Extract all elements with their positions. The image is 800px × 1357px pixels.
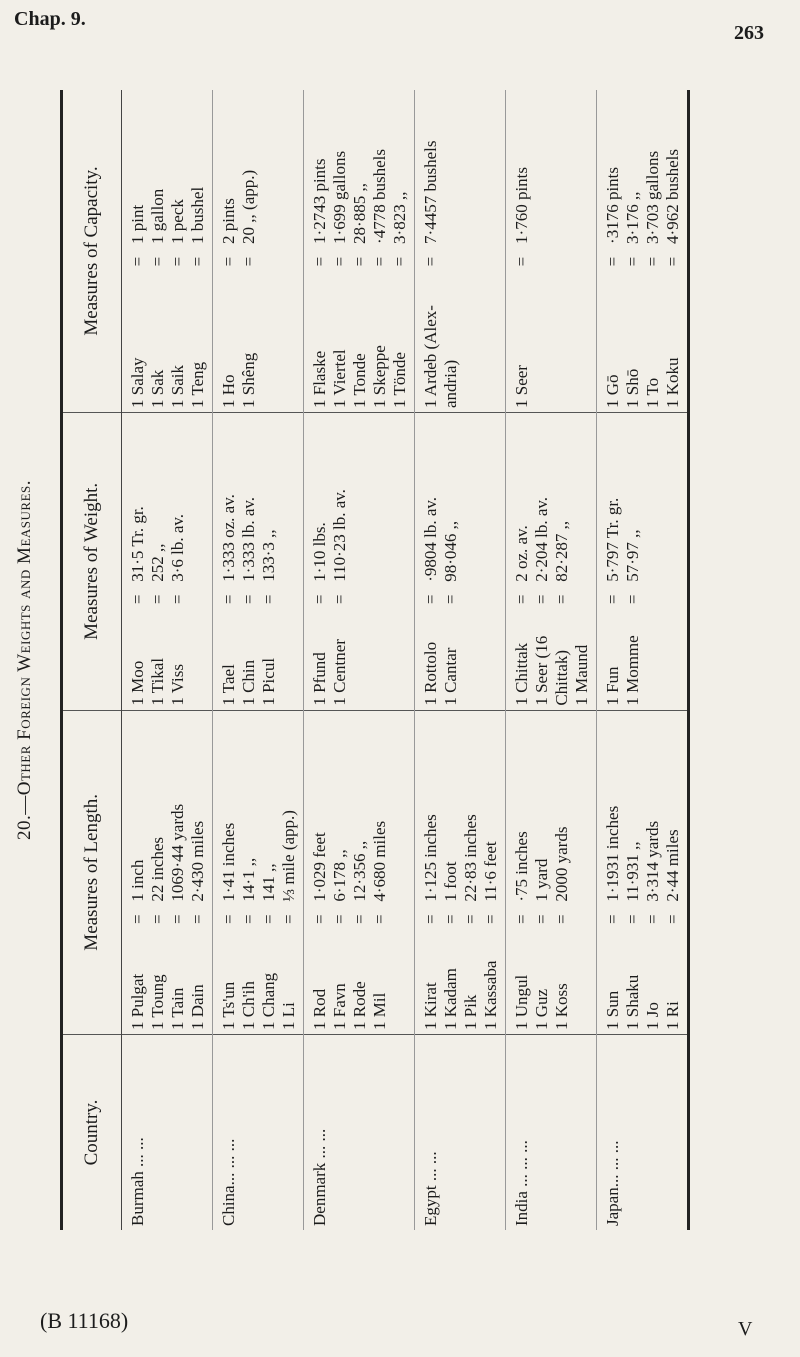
length-equals — [415, 906, 506, 933]
capacity-unit-names — [213, 275, 304, 412]
weight-unit-name: 1 Tael — [219, 664, 238, 706]
length-unit-name: 1 Ch'ih — [239, 981, 258, 1031]
capacity-unit-name: 1 Salay — [128, 357, 147, 408]
equals-sign: = — [330, 914, 349, 924]
length-unit-names — [415, 933, 506, 1035]
weight-unit-value: 98·046 ,, — [441, 520, 460, 582]
corner-mark: V — [738, 1318, 753, 1340]
length-unit-values — [415, 710, 506, 905]
country-cell: India ... ... ... — [506, 1035, 597, 1230]
equals-sign: = — [239, 914, 258, 924]
equals-sign: = — [461, 914, 480, 924]
length-unit-name: 1 Toung — [148, 974, 167, 1031]
length-unit-value: 11·931 ,, — [623, 841, 642, 902]
capacity-unit-values — [506, 90, 597, 248]
weight-unit-value: 82·287 ,, — [552, 520, 571, 582]
capacity-unit-name: 1 Shō — [623, 368, 642, 408]
weight-unit-names — [415, 613, 506, 710]
length-equals — [122, 906, 213, 933]
capacity-unit-names — [304, 275, 415, 412]
weight-unit-value: 133·3 ,, — [259, 529, 278, 582]
equals-sign: = — [310, 914, 329, 924]
length-unit-name: 1 Jo — [643, 1002, 662, 1031]
length-unit-name: 1 Ts'un — [219, 981, 238, 1031]
equals-sign: = — [421, 914, 440, 924]
weight-equals — [122, 586, 213, 613]
weight-unit-name: 1 Rottolo — [421, 641, 440, 706]
equals-sign: = — [421, 594, 440, 605]
length-unit-name: 1 Chang — [259, 972, 278, 1031]
equals-sign: = — [552, 914, 571, 924]
equals-sign: = — [188, 914, 207, 924]
weight-unit-value: 5·797 Tr. gr. — [603, 497, 622, 582]
weight-unit-name: 1 Seer (16 — [532, 635, 551, 706]
capacity-unit-value: 28·885 ,, — [350, 183, 369, 244]
capacity-equals — [415, 248, 506, 275]
capacity-unit-name: 1 Tönde — [390, 352, 409, 408]
equals-sign: = — [168, 594, 187, 605]
equals-sign: = — [441, 914, 460, 924]
length-unit-value: 22·83 inches — [461, 814, 480, 902]
weight-equals — [506, 586, 597, 613]
capacity-unit-name: 1 Ardeb (Alex- — [421, 305, 440, 408]
equals-sign: = — [643, 914, 662, 924]
weight-unit-value: 3·6 lb. av. — [168, 513, 187, 582]
weight-unit-name: 1 Picul — [259, 657, 278, 706]
capacity-equals — [122, 248, 213, 275]
capacity-unit-values — [304, 90, 415, 248]
capacity-unit-name: 1 Gō — [603, 374, 622, 408]
weight-unit-values — [304, 413, 415, 586]
capacity-unit-value: ·3176 pints — [603, 166, 622, 244]
weight-unit-value: 2·204 lb. av. — [532, 496, 551, 582]
capacity-unit-name: 1 Flaske — [310, 350, 329, 408]
length-unit-value: ⅓ mile (app.) — [279, 810, 298, 902]
length-unit-name: 1 Favn — [330, 983, 349, 1031]
length-unit-name: 1 Rode — [350, 981, 369, 1031]
capacity-unit-names — [506, 275, 597, 412]
capacity-unit-name: 1 Koku — [663, 357, 682, 408]
capacity-unit-value: ·4778 bushels — [370, 149, 389, 244]
length-unit-value: 1069·44 yards — [168, 803, 187, 902]
length-equals — [213, 906, 304, 933]
capacity-unit-name: 1 Skeppe — [370, 345, 389, 408]
capacity-equals — [304, 248, 415, 275]
length-unit-value: 22 inches — [148, 836, 167, 902]
equals-sign: = — [168, 914, 187, 924]
length-unit-value: ·75 inches — [512, 831, 531, 902]
weight-unit-values — [122, 413, 213, 586]
weight-unit-value: 2 oz. av. — [512, 525, 531, 582]
capacity-unit-value: 3·176 ,, — [623, 191, 642, 244]
country-cell: Japan... ... ... — [597, 1035, 689, 1230]
length-unit-values — [213, 710, 304, 905]
footnote-reference: (B 11168) — [40, 1308, 129, 1333]
table-row — [304, 90, 415, 1230]
equals-sign: = — [441, 594, 460, 605]
equals-sign: = — [350, 914, 369, 924]
capacity-unit-name: andria) — [441, 359, 460, 408]
length-unit-name: 1 Pik — [461, 994, 480, 1031]
length-unit-name: 1 Sun — [603, 990, 622, 1031]
capacity-unit-name: 1 Seer — [512, 365, 531, 408]
equals-sign: = — [552, 594, 571, 605]
weight-unit-name: 1 Fun — [603, 666, 622, 706]
capacity-unit-value: 1·2743 pints — [310, 158, 329, 244]
equals-sign: = — [603, 594, 622, 605]
length-unit-value: 1 foot — [441, 861, 460, 902]
length-unit-name: 1 Dain — [188, 984, 207, 1031]
capacity-unit-value: 4·962 bushels — [663, 149, 682, 244]
equals-sign: = — [663, 914, 682, 924]
length-unit-value: 3·314 yards — [643, 820, 662, 902]
equals-sign: = — [310, 594, 329, 605]
capacity-unit-name: 1 Saik — [168, 365, 187, 408]
equals-sign: = — [623, 256, 642, 267]
length-unit-values — [304, 710, 415, 905]
length-unit-name: 1 Kassaba — [481, 960, 500, 1031]
capacity-unit-value: 2 pints — [219, 198, 238, 244]
equals-sign: = — [481, 914, 500, 924]
length-unit-value: 1·1931 inches — [603, 805, 622, 902]
weight-unit-name: 1 Chin — [239, 659, 258, 706]
length-unit-name: 1 Ri — [663, 1001, 682, 1031]
equals-sign: = — [643, 256, 662, 267]
length-unit-value: 2·430 miles — [188, 820, 207, 902]
length-unit-value: 1 yard — [532, 858, 551, 902]
weight-unit-name: 1 Chittak — [512, 642, 531, 706]
weight-unit-name: 1 Centner — [330, 639, 349, 706]
length-equals — [506, 906, 597, 933]
weight-unit-value: ·9804 lb. av. — [421, 496, 440, 582]
equals-sign: = — [663, 256, 682, 267]
length-unit-name: 1 Mil — [370, 992, 389, 1031]
equals-sign: = — [219, 914, 238, 924]
equals-sign: = — [623, 594, 642, 605]
capacity-unit-name: 1 Sak — [148, 369, 167, 408]
weight-unit-name: 1 Viss — [168, 664, 187, 706]
weight-unit-value: 57·97 ,, — [623, 529, 642, 582]
equals-sign: = — [512, 256, 531, 267]
length-unit-name: 1 Tain — [168, 987, 187, 1031]
table-row — [415, 90, 506, 1230]
table-title: 20.—Other Foreign Weights and Measures. — [14, 480, 35, 840]
weight-unit-value: 252 ,, — [148, 543, 167, 582]
capacity-equals — [597, 248, 689, 275]
equals-sign: = — [128, 256, 147, 267]
capacity-unit-name: 1 Ho — [219, 374, 238, 408]
length-unit-values — [122, 710, 213, 905]
equals-sign: = — [350, 256, 369, 267]
country-cell: Denmark ... ... — [304, 1035, 415, 1230]
equals-sign: = — [512, 914, 531, 924]
table-row — [213, 90, 304, 1230]
equals-sign: = — [148, 594, 167, 605]
length-unit-value: 1·41 inches — [219, 822, 238, 902]
capacity-unit-value: 1·699 gallons — [330, 150, 349, 244]
rotated-table-stage — [14, 90, 740, 1230]
length-unit-values — [506, 710, 597, 905]
weight-unit-value: 31·5 Tr. gr. — [128, 506, 147, 582]
length-unit-value: 1 inch — [128, 859, 147, 902]
weight-unit-name: 1 Tikal — [148, 657, 167, 706]
equals-sign: = — [310, 256, 329, 267]
equals-sign: = — [532, 914, 551, 924]
capacity-unit-value: 3·823 ,, — [390, 191, 409, 244]
table-body — [122, 90, 689, 1230]
weight-unit-value: 110·23 lb. av. — [330, 489, 349, 582]
capacity-unit-value: 1 gallon — [148, 188, 167, 244]
weight-unit-names — [213, 613, 304, 710]
length-equals — [597, 906, 689, 933]
capacity-unit-names — [415, 275, 506, 412]
equals-sign: = — [219, 256, 238, 267]
weight-unit-name: 1 Pfund — [310, 652, 329, 706]
equals-sign: = — [390, 256, 409, 267]
table-row — [597, 90, 689, 1230]
capacity-unit-names — [597, 275, 689, 412]
equals-sign: = — [128, 914, 147, 924]
capacity-unit-name: 1 Teng — [188, 361, 207, 408]
equals-sign: = — [370, 914, 389, 924]
weight-unit-name: 1 Moo — [128, 660, 147, 706]
length-unit-value: 4·680 miles — [370, 820, 389, 902]
capacity-unit-value: 7·4457 bushels — [421, 140, 440, 244]
weight-unit-names — [597, 613, 689, 710]
equals-sign: = — [168, 256, 187, 267]
capacity-unit-values — [415, 90, 506, 248]
equals-sign: = — [370, 256, 389, 267]
length-unit-names — [213, 933, 304, 1035]
length-unit-name: 1 Koss — [552, 983, 571, 1031]
weight-unit-names — [122, 613, 213, 710]
capacity-unit-name: 1 Viertel — [330, 349, 349, 408]
weight-unit-value: 1·333 lb. av. — [239, 496, 258, 582]
length-unit-name: 1 Li — [279, 1002, 298, 1031]
length-unit-names — [597, 933, 689, 1035]
equals-sign: = — [532, 594, 551, 605]
weight-equals — [597, 586, 689, 613]
weight-equals — [304, 586, 415, 613]
capacity-unit-value: 20 ,, (app.) — [239, 169, 258, 244]
header-capacity: Measures of Capacity. — [62, 90, 122, 413]
length-unit-value: 1·029 feet — [310, 832, 329, 902]
capacity-unit-name: 1 Shêng — [239, 352, 258, 408]
capacity-unit-values — [597, 90, 689, 248]
header-length: Measures of Length. — [62, 710, 122, 1034]
weight-unit-name: 1 Momme — [623, 635, 642, 706]
length-unit-name: 1 Guz — [532, 988, 551, 1031]
equals-sign: = — [330, 256, 349, 267]
length-unit-name: 1 Shaku — [623, 974, 642, 1031]
capacity-unit-value: 1 pint — [128, 204, 147, 244]
capacity-unit-value: 1·760 pints — [512, 166, 531, 244]
header-country: Country. — [62, 1035, 122, 1230]
length-unit-value: 1·125 inches — [421, 814, 440, 902]
chapter-label: Chap. 9. — [14, 8, 86, 30]
length-unit-values — [597, 710, 689, 905]
capacity-unit-value: 1 bushel — [188, 186, 207, 244]
weight-equals — [415, 586, 506, 613]
country-cell: Egypt ... ... — [415, 1035, 506, 1230]
capacity-equals — [213, 248, 304, 275]
weight-unit-value: 1·333 oz. av. — [219, 494, 238, 582]
capacity-unit-value: 1 peck — [168, 199, 187, 244]
capacity-unit-value: 3·703 gallons — [643, 150, 662, 244]
weight-unit-name: 1 Cantar — [441, 647, 460, 706]
length-unit-name: 1 Ungul — [512, 974, 531, 1031]
capacity-equals — [506, 248, 597, 275]
length-unit-names — [122, 933, 213, 1035]
length-unit-names — [304, 933, 415, 1035]
length-unit-value: 14·1 ,, — [239, 857, 258, 902]
weight-equals — [213, 586, 304, 613]
capacity-unit-values — [213, 90, 304, 248]
equals-sign: = — [279, 914, 298, 924]
equals-sign: = — [148, 914, 167, 924]
length-equals — [304, 906, 415, 933]
equals-sign: = — [128, 594, 147, 605]
length-unit-value: 141 ,, — [259, 863, 278, 902]
length-unit-name: 1 Kadam — [441, 968, 460, 1031]
weight-unit-names — [506, 613, 597, 710]
table-row — [506, 90, 597, 1230]
measures-table — [60, 90, 690, 1230]
length-unit-value: 2000 yards — [552, 826, 571, 902]
length-unit-value: 11·6 feet — [481, 841, 500, 902]
weight-unit-name: Chittak) — [552, 649, 571, 706]
length-unit-name: 1 Kirat — [421, 982, 440, 1031]
capacity-unit-name: 1 Tonde — [350, 353, 369, 408]
equals-sign: = — [603, 256, 622, 267]
length-unit-names — [506, 933, 597, 1035]
capacity-unit-name: 1 To — [643, 377, 662, 408]
weight-unit-value: 1·10 lbs. — [310, 522, 329, 582]
weight-unit-name: 1 Maund — [572, 644, 591, 706]
equals-sign: = — [330, 594, 349, 605]
equals-sign: = — [148, 256, 167, 267]
equals-sign: = — [239, 256, 258, 267]
equals-sign: = — [259, 594, 278, 605]
country-cell: Burmah ... ... — [122, 1035, 213, 1230]
length-unit-name: 1 Rod — [310, 988, 329, 1031]
equals-sign: = — [421, 256, 440, 267]
weight-unit-values — [213, 413, 304, 586]
equals-sign: = — [219, 594, 238, 605]
capacity-unit-values — [122, 90, 213, 248]
weight-unit-values — [506, 413, 597, 586]
length-unit-value: 2·44 miles — [663, 829, 682, 902]
equals-sign: = — [512, 594, 531, 605]
table-row — [122, 90, 213, 1230]
length-unit-value: 6·178 ,, — [330, 849, 349, 902]
equals-sign: = — [623, 914, 642, 924]
equals-sign: = — [239, 594, 258, 605]
weight-unit-values — [597, 413, 689, 586]
equals-sign: = — [259, 914, 278, 924]
equals-sign: = — [603, 914, 622, 924]
length-unit-value: 12·356 ,, — [350, 840, 369, 902]
length-unit-name: 1 Pulgat — [128, 973, 147, 1031]
header-weight: Measures of Weight. — [62, 413, 122, 711]
equals-sign: = — [188, 256, 207, 267]
country-cell: China... ... ... — [213, 1035, 304, 1230]
capacity-unit-names — [122, 275, 213, 412]
page-number: 263 — [734, 22, 764, 44]
weight-unit-values — [415, 413, 506, 586]
weight-unit-names — [304, 613, 415, 710]
table-header-row — [62, 90, 122, 1230]
